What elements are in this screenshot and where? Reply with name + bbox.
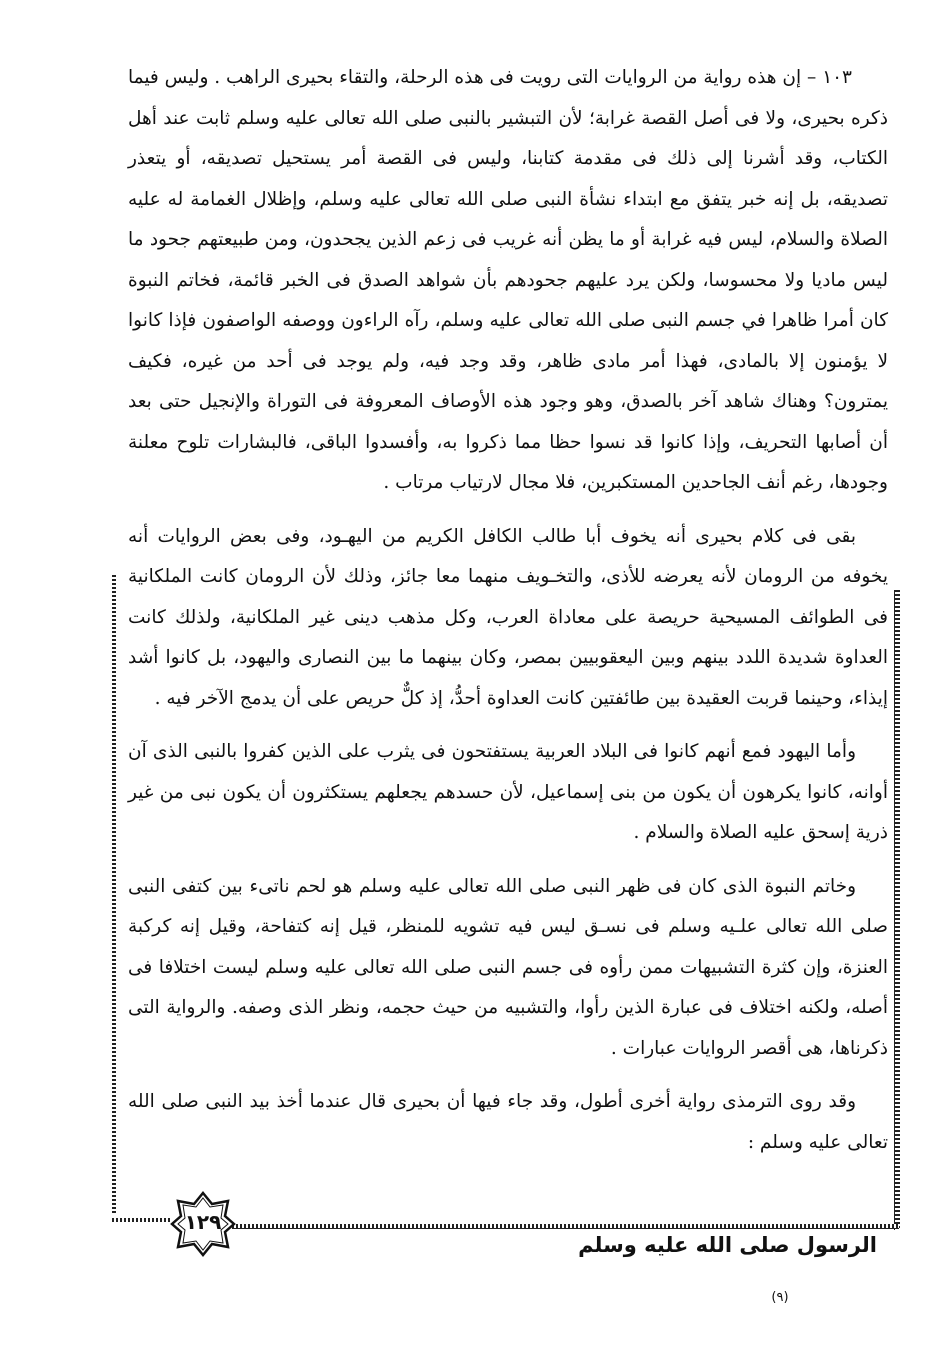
paragraph: وقد روى الترمذى رواية أخرى أطول، وقد جاء فيها أن بحيرى قال عندما أخذ بيد النبى صلى الله تعالى عليه وسلم : xyxy=(128,1091,888,1153)
decorative-border-left xyxy=(112,575,116,1215)
paragraph: وخاتم النبوة الذى كان فى ظهر النبى صلى الله تعالى عليه وسلم هو لحم ناتىء بين كتفى النبى صلى الله تعالى علـيه وسلم فى نسـق ليس فيه تشويه للمنظر، قيل إنه كتفاحة، وقيل إنه كركبة العنزة، وإن كثرة التشبيهات ممن رأوه فى جسم النبى صلى الله تعالى عليه وسلم ليست اختلافا فى أصله، ولكنه اختلاف فى عبارة الذين رأوا، والتشبيه من حيث حجمه، ونظر الذى وصفه. والرواية التى ذكرناها، هى أقصر الروايات عبارات . xyxy=(128,875,888,1059)
paragraph: ١٠٣ – إن هذه رواية من الروايات التى رويت فى هذه الرحلة، والتقاء بحيرى الراهب . وليس فيما ذكره بحيرى، ولا فى أصل القصة غرابة؛ لأن التبشير بالنبى صلى الله تعالى عليه وسلم ثابت عند أهل الكتاب، وقد أشرنا إلى ذلك فى مقدمة كتابنا، وليس فى القصة أمر يستحيل تصديقه، أو يتعذر تصديقه، بل إنه خبر يتفق مع ابتداء نشأة النبى صلى الله تعالى عليه وسلم، وإظلال الغمامة له عليه الصلاة والسلام، ليس فيه غرابة أو ما يظن أنه غريب فى زعم الذين يجحدون، ومن طبيعتهم جحود ما ليس ماديا ولا محسوسا، ولكن يرد عليهم جحودهم بأن شواهد الصدق فى الخبر قائمة، فخاتم النبوة كان أمرا ظاهرا في جسم النبى صلى الله تعالى عليه وسلم، رآه الراءون ووصفه الواصفون فإذا كانوا لا يؤمنون إلا بالمادى، فهذا أمر مادى ظاهر، وقد وجد فيه، ولم يوجد فى أحد من غيره، فكيف يمترون؟ وهناك شاهد آخر بالصدق، وهو وجود هذه الأوصاف المعروفة فى التوراة والإنجيل حتى بعد أن أصابها التحريف، وإذا كانوا قد نسوا حظا مما ذكروا به، وأفسدوا الباقى، فالبشارات تلوح معلنة وجودها، رغم أنف الجاحدين المستكبرين، فلا مجال لارتياب مرتاب . xyxy=(128,67,888,493)
page-number: ١٢٩ xyxy=(184,1210,222,1234)
decorative-border-bottom xyxy=(112,1218,172,1222)
paragraph: بقى فى كلام بحيرى أنه يخوف أبا طالب الكافل الكريم من اليهـود، وفى بعض الروايات أنه يخوفه من الرومان لأنه يعرضه للأذى، والتخـويف منهما معا جائز، وذلك لأن الرومان كانت الملكانية فى الطوائف المسيحية حريصة على معاداة العرب، وكل مذهب دينى غير الملكانية، ولذلك كانت العداوة شديدة اللدد بينهم وبين اليعقوبيين بمصر، وكان بينهما ما بين النصارى واليهود، بل كانوا أشد إيذاء، وحينما قربت العقيدة بين طائفتين كانت العداوة أحدُّ، إذ كلٌّ حريص على أن يدمج الآخر فيه . xyxy=(128,525,888,709)
decorative-border-bottom xyxy=(232,1224,899,1229)
page-number-badge xyxy=(170,1191,236,1257)
page-body xyxy=(128,58,888,1163)
running-title: الرسول صلى الله عليه وسلم xyxy=(578,1233,877,1257)
footnote-marker: (٩) xyxy=(771,1290,789,1305)
decorative-border-right xyxy=(894,590,900,1230)
paragraph: وأما اليهود فمع أنهم كانوا فى البلاد العربية يستفتحون فى يثرب على الذين كفروا بالنبى الذى آن أوانه، كانوا يكرهون أن يكون من بنى إسماعيل، لأن حسدهم يجعلهم يستكثرون أن يكون نبى من غير ذرية إسحق عليه الصلاة والسلام . xyxy=(128,741,888,843)
